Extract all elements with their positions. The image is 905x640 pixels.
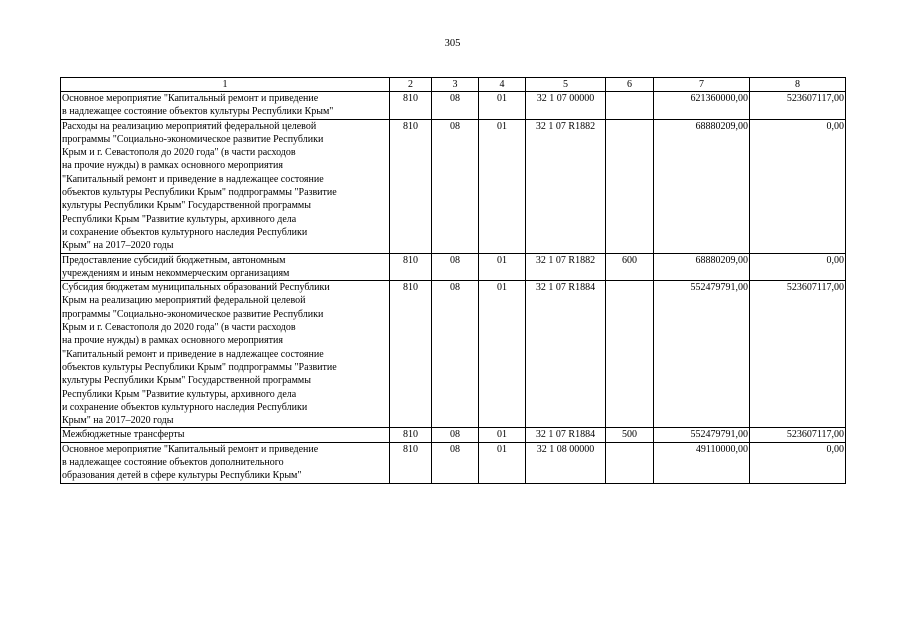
cell-target-article: 32 1 08 00000 <box>526 442 606 483</box>
cell-section: 08 <box>432 428 479 442</box>
cell-section: 08 <box>432 253 479 281</box>
row-description: Предоставление субсидий бюджетным, автономным учреждениям и иным некоммерческим организациям <box>61 253 390 281</box>
cell-ministry-code: 810 <box>390 119 432 253</box>
cell-section: 08 <box>432 92 479 120</box>
column-header: 1 <box>61 78 390 92</box>
cell-expense-type: 500 <box>606 428 654 442</box>
table-row <box>61 281 846 428</box>
table-row <box>61 119 846 253</box>
cell-expense-type <box>606 281 654 428</box>
table-row <box>61 253 846 281</box>
cell-amount-2: 523607117,00 <box>750 428 846 442</box>
cell-subsection: 01 <box>479 281 526 428</box>
cell-amount-2: 523607117,00 <box>750 92 846 120</box>
table-row <box>61 92 846 120</box>
table-row <box>61 442 846 483</box>
column-header: 6 <box>606 78 654 92</box>
cell-section: 08 <box>432 442 479 483</box>
column-header: 5 <box>526 78 606 92</box>
cell-amount-2: 0,00 <box>750 442 846 483</box>
cell-target-article: 32 1 07 00000 <box>526 92 606 120</box>
cell-subsection: 01 <box>479 253 526 281</box>
column-header: 4 <box>479 78 526 92</box>
column-header: 3 <box>432 78 479 92</box>
cell-ministry-code: 810 <box>390 281 432 428</box>
cell-ministry-code: 810 <box>390 92 432 120</box>
row-description: Субсидия бюджетам муниципальных образований Республики Крым на реализацию мероприятий федеральной целевой программы "Социально-экономическое развитие Республики Крым и г. Севастополя до 2020 года" (в части расходов на прочие нужды) в рамках основного мероприятия "Капитальный ремонт и приведение в надлежащее состояние объектов культуры Республики Крым" подпрограммы "Развитие культуры Республики Крым" Государственной программы Республики Крым "Развитие культуры, архивного дела и сохранение объектов культурного наследия Республики Крым" на 2017–2020 годы <box>61 281 390 428</box>
cell-amount-2: 0,00 <box>750 119 846 253</box>
cell-section: 08 <box>432 281 479 428</box>
cell-amount-1: 552479791,00 <box>654 428 750 442</box>
cell-target-article: 32 1 07 R1882 <box>526 253 606 281</box>
cell-amount-1: 68880209,00 <box>654 253 750 281</box>
cell-subsection: 01 <box>479 442 526 483</box>
column-header: 2 <box>390 78 432 92</box>
cell-amount-1: 68880209,00 <box>654 119 750 253</box>
cell-target-article: 32 1 07 R1884 <box>526 281 606 428</box>
cell-target-article: 32 1 07 R1882 <box>526 119 606 253</box>
cell-ministry-code: 810 <box>390 253 432 281</box>
row-description: Межбюджетные трансферты <box>61 428 390 442</box>
cell-expense-type <box>606 92 654 120</box>
cell-expense-type <box>606 442 654 483</box>
cell-ministry-code: 810 <box>390 442 432 483</box>
column-header: 8 <box>750 78 846 92</box>
cell-amount-1: 621360000,00 <box>654 92 750 120</box>
row-description: Основное мероприятие "Капитальный ремонт и приведение в надлежащее состояние объектов культуры Республики Крым" <box>61 92 390 120</box>
page-number: 305 <box>444 38 461 49</box>
cell-expense-type <box>606 119 654 253</box>
cell-amount-2: 0,00 <box>750 253 846 281</box>
cell-amount-1: 49110000,00 <box>654 442 750 483</box>
cell-subsection: 01 <box>479 92 526 120</box>
cell-target-article: 32 1 07 R1884 <box>526 428 606 442</box>
cell-expense-type: 600 <box>606 253 654 281</box>
cell-amount-2: 523607117,00 <box>750 281 846 428</box>
table-row <box>61 428 846 442</box>
cell-ministry-code: 810 <box>390 428 432 442</box>
cell-section: 08 <box>432 119 479 253</box>
cell-amount-1: 552479791,00 <box>654 281 750 428</box>
budget-table <box>60 77 846 484</box>
row-description: Основное мероприятие "Капитальный ремонт и приведение в надлежащее состояние объектов дополнительного образования детей в сфере культуры Республики Крым" <box>61 442 390 483</box>
header-row <box>61 78 846 92</box>
cell-subsection: 01 <box>479 119 526 253</box>
column-header: 7 <box>654 78 750 92</box>
row-description: Расходы на реализацию мероприятий федеральной целевой программы "Социально-экономическое развитие Республики Крым и г. Севастополя до 2020 года" (в части расходов на прочие нужды) в рамках основного мероприятия "Капитальный ремонт и приведение в надлежащее состояние объектов культуры Республики Крым" подпрограммы "Развитие культуры Республики Крым" Государственной программы Республики Крым "Развитие культуры, архивного дела и сохранение объектов культурного наследия Республики Крым" на 2017–2020 годы <box>61 119 390 253</box>
cell-subsection: 01 <box>479 428 526 442</box>
